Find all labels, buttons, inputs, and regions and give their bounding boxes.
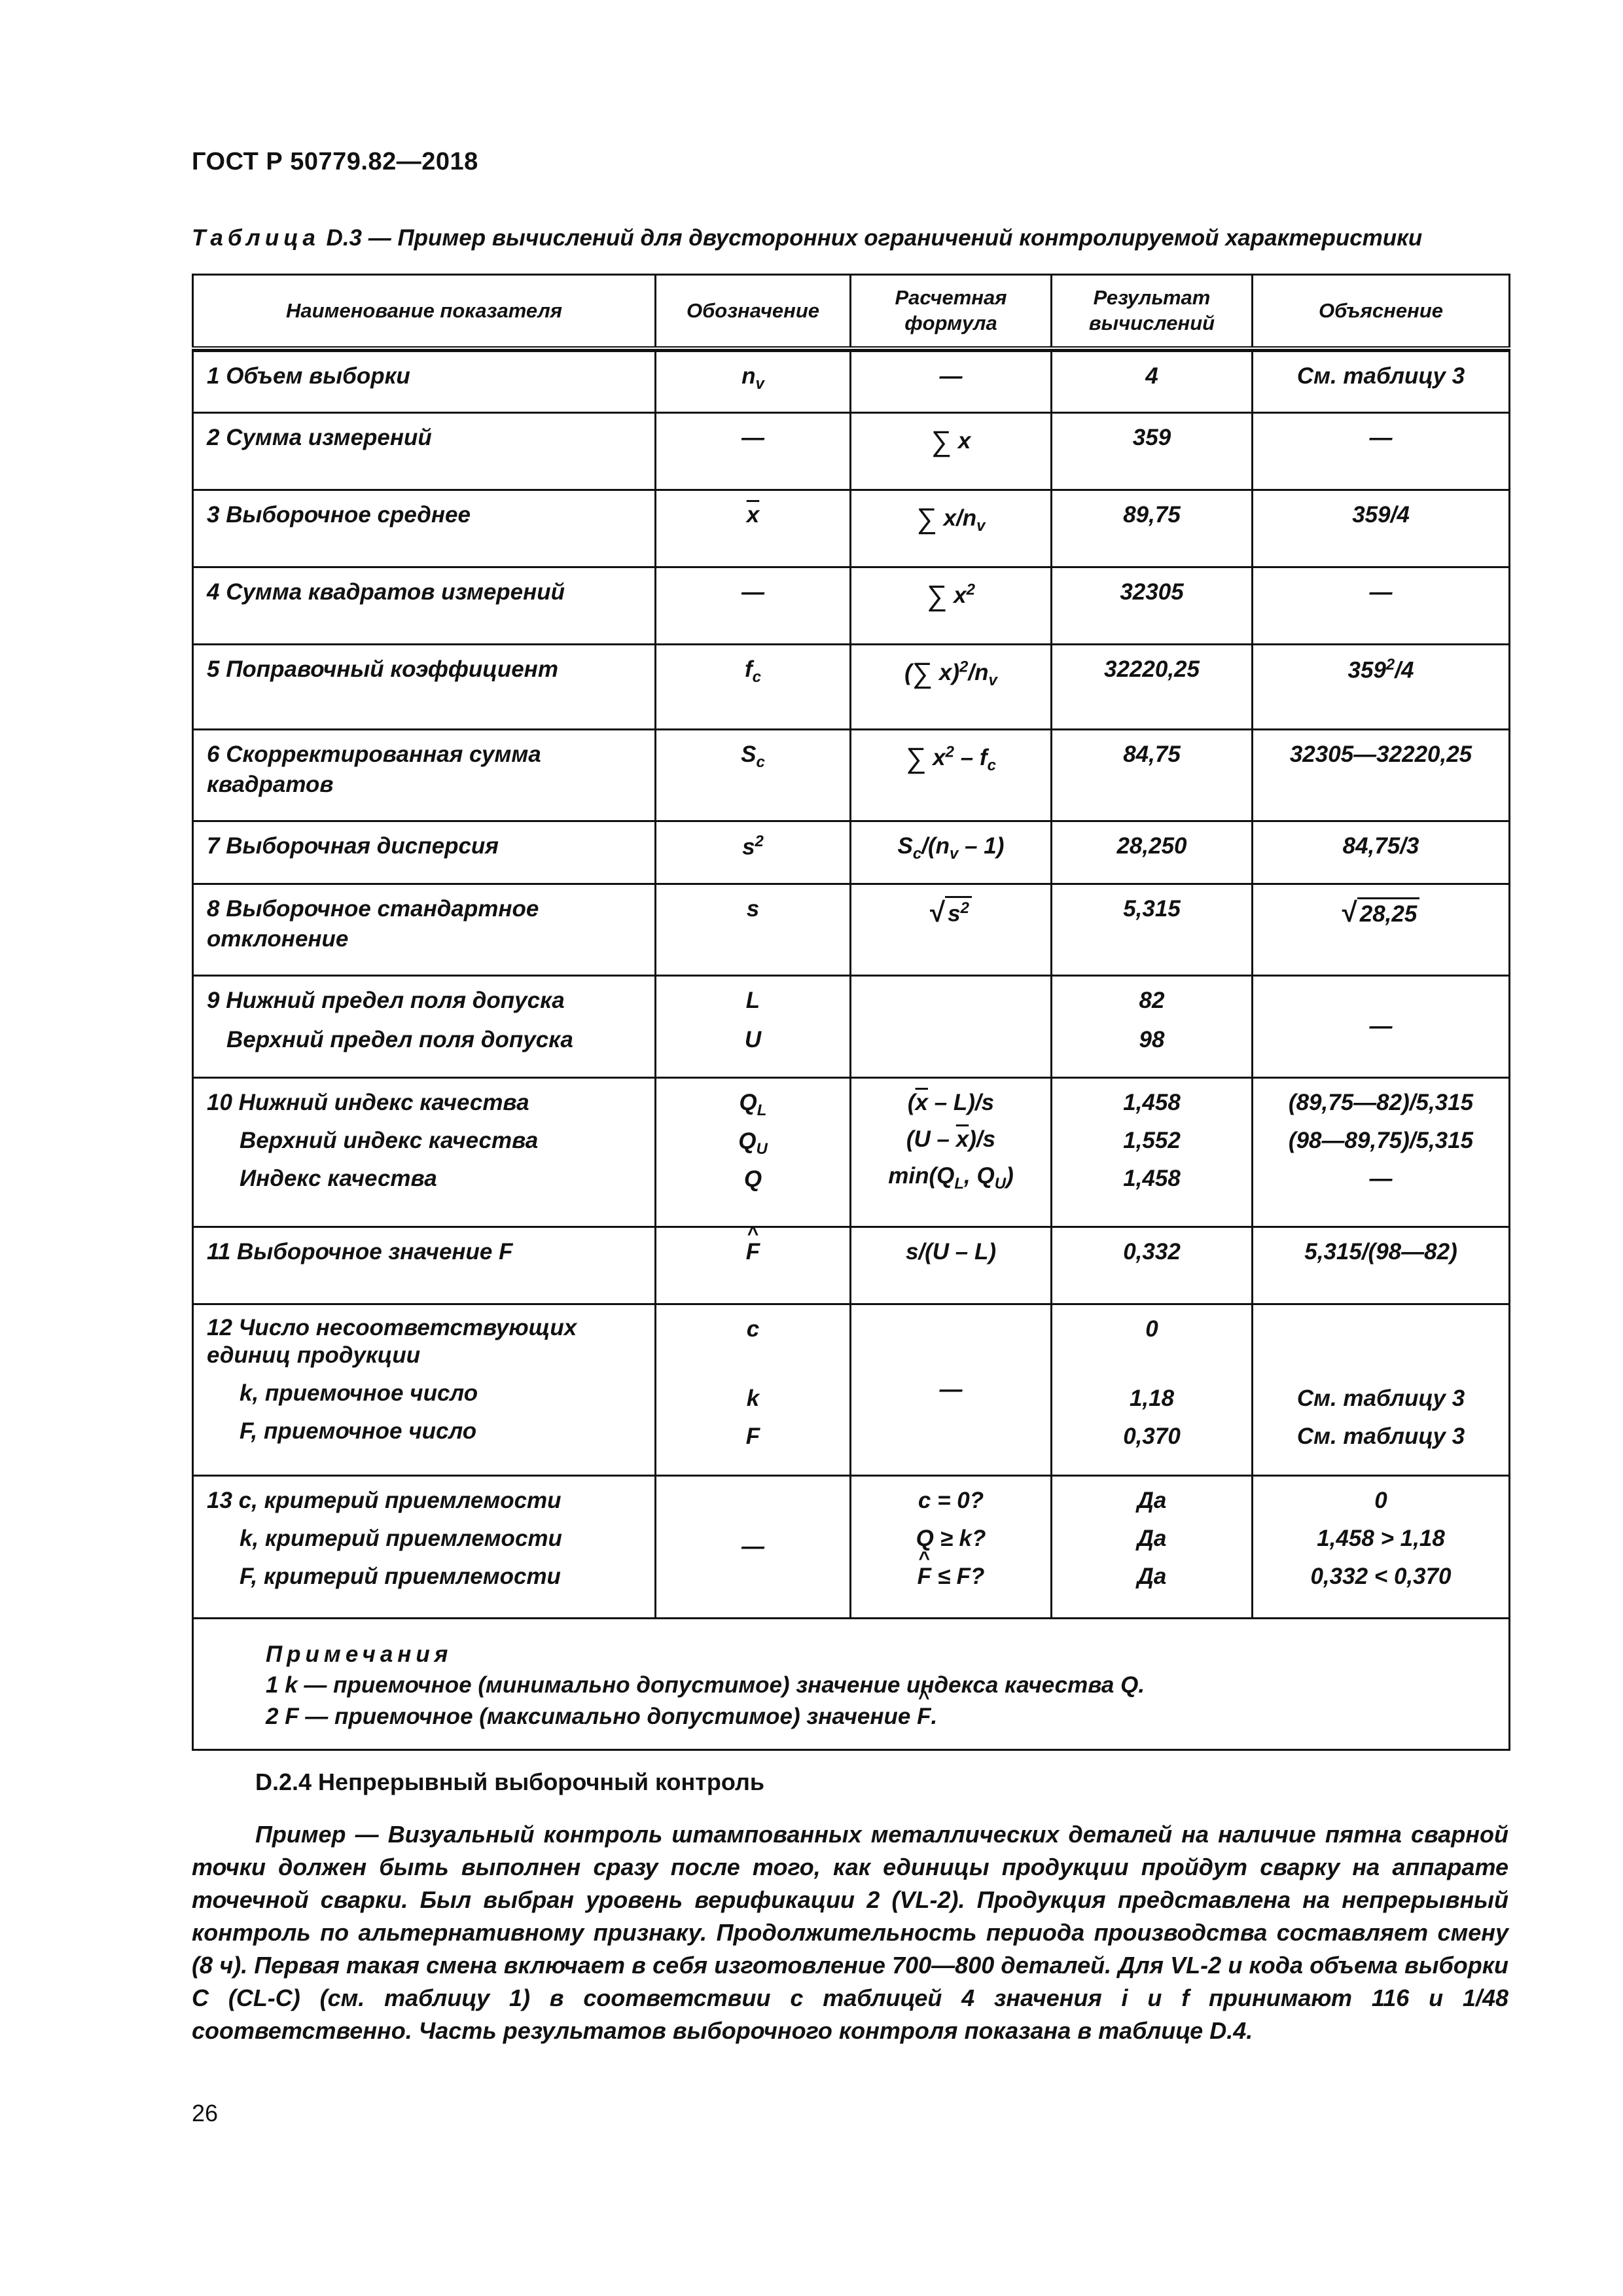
- result-line: 82: [1139, 988, 1165, 1013]
- symbol-base: S: [741, 742, 757, 767]
- result-line: Да: [1137, 1564, 1167, 1590]
- sqrt-icon: √: [1342, 897, 1357, 927]
- table-row: [193, 976, 1510, 1078]
- formula-part: ): [1006, 1163, 1014, 1189]
- symbol-line: F: [745, 1424, 760, 1450]
- table-row: [193, 413, 1510, 490]
- table-notes-row: [193, 1619, 1510, 1750]
- row-formula: [851, 730, 1052, 821]
- row-name-line: F, критерий приемлемости: [240, 1564, 561, 1590]
- formula-part: , Q: [964, 1163, 995, 1189]
- table-row: [193, 730, 1510, 821]
- example-paragraph: Пример — Визуальный контроль штампованных металлических деталей на наличие пятна сварной точки должен быть выполнен сразу после того, как единицы продукции пройдут сварку на аппарате точечной сварки. Был выбран уровень верификации 2 (VL-2). Продукция представлена на непрерывный контроль по альтернативному признаку. Продолжительность периода производства составляет смену (8 ч). Первая такая смена включает в себя изготовление 700—800 деталей. Для VL-2 и кода объема выборки C (CL-C) (см. таблицу 1) в соответствии с таблицей 4 значения i и f принимают 116 и 1/48 соответственно. Часть результатов выборочного контроля показана в таблице D.4.: [192, 1821, 1508, 2045]
- formula-line: [865, 1562, 1037, 1592]
- formula-text: x/n: [943, 505, 977, 531]
- result-line: 1,552: [1123, 1128, 1181, 1154]
- row-name: [193, 976, 656, 1078]
- sum-icon: ∑: [916, 503, 937, 535]
- symbol-base: Q: [739, 1090, 757, 1115]
- formula-part: )/s: [969, 1126, 996, 1153]
- row-result: 89,75: [1052, 490, 1253, 567]
- symbol-line: c: [746, 1316, 760, 1342]
- row-result: 359: [1052, 413, 1253, 490]
- row-result: 84,75: [1052, 730, 1253, 821]
- row-name: 1 Объем выборки: [193, 351, 656, 413]
- row-explanation: 84,75/3: [1253, 821, 1510, 884]
- result-line: 98: [1139, 1027, 1165, 1053]
- formula-line: [865, 1124, 1037, 1155]
- row-name-line: Верхний индекс качества: [240, 1128, 539, 1154]
- note-item: [266, 1701, 1495, 1732]
- table-row: [193, 884, 1510, 976]
- symbol-sub: c: [756, 753, 765, 771]
- row-explanation: 5,315/(98—82): [1253, 1227, 1510, 1304]
- row-explanation: [1253, 1078, 1510, 1227]
- result-line: Да: [1137, 1488, 1167, 1513]
- row-formula: [851, 1476, 1052, 1619]
- row-name: 8 Выборочное стандартное отклонение: [193, 884, 656, 976]
- sqrt-content: [945, 896, 972, 929]
- row-explanation: —: [1253, 413, 1510, 490]
- formula-c: – 1): [958, 833, 1005, 859]
- symbol-base: f: [744, 656, 753, 682]
- explanation-line: 0,332 < 0,370: [1310, 1564, 1452, 1590]
- symbol-line: Q: [743, 1166, 762, 1193]
- formula-text: x): [938, 660, 960, 685]
- formula-sub: v: [988, 672, 997, 689]
- symbol-base: n: [741, 363, 756, 389]
- formula-b-sub: v: [950, 845, 959, 863]
- f-hat-symbol: ^ F: [917, 1701, 931, 1732]
- row-name: 11 Выборочное значение F: [193, 1227, 656, 1304]
- row-name-line: 13 c, критерий приемлемости: [207, 1488, 562, 1513]
- f-hat-symbol: ^ F: [918, 1562, 931, 1592]
- symbol-line: L: [745, 988, 760, 1013]
- symbol-base: Q: [738, 1128, 757, 1154]
- row-symbol: s: [656, 884, 851, 976]
- row-formula: s/(U – L): [851, 1227, 1052, 1304]
- row-result: [1052, 1476, 1253, 1619]
- sum-icon: ∑: [927, 580, 948, 612]
- row-symbol: [656, 976, 851, 1078]
- formula-sub: v: [976, 517, 986, 535]
- row-name: 3 Выборочное среднее: [193, 490, 656, 567]
- formula-line: [865, 1161, 1037, 1194]
- formula-line: Q ≥ k?: [916, 1526, 986, 1552]
- table-row: [193, 821, 1510, 884]
- row-explanation: [1253, 645, 1510, 730]
- row-symbol: —: [656, 413, 851, 490]
- section-heading: D.2.4 Непрерывный выборочный контроль: [255, 1768, 765, 1795]
- formula-sup: 2: [959, 658, 969, 676]
- row-formula: [851, 567, 1052, 645]
- explanation-line: —: [1369, 1166, 1393, 1192]
- row-result: [1052, 1078, 1253, 1227]
- row-name-line: 12 Число несоответствующих единиц продукции: [207, 1315, 577, 1368]
- formula-line: c = 0?: [918, 1488, 984, 1513]
- explanation-line: 0: [1374, 1488, 1387, 1513]
- row-formula: [851, 884, 1052, 976]
- explanation-base: 359: [1347, 657, 1386, 683]
- document-header: ГОСТ Р 50779.82—2018: [192, 148, 478, 175]
- row-symbol: [656, 645, 851, 730]
- formula-tail: – f: [954, 745, 988, 770]
- formula-part: min(Q: [888, 1163, 955, 1189]
- formula-part: – L)/s: [927, 1090, 995, 1115]
- note-text: .: [931, 1703, 938, 1729]
- symbol-base: s: [742, 834, 755, 860]
- symbol-line: [669, 1126, 836, 1160]
- note-text: 2 F — приемочное (максимально допустимое) значение: [266, 1703, 918, 1729]
- explanation-line: См. таблицу 3: [1296, 1386, 1465, 1411]
- notes-title: Примечания: [266, 1641, 453, 1667]
- row-symbol: [656, 1078, 851, 1227]
- table-header-row: [193, 275, 1510, 349]
- table-caption: [192, 225, 1507, 251]
- row-name: 4 Сумма квадратов измерений: [193, 567, 656, 645]
- row-symbol: —: [656, 567, 851, 645]
- row-explanation: 359/4: [1253, 490, 1510, 567]
- header-name: Наименование показателя: [193, 275, 656, 349]
- result-line: 1,18: [1129, 1386, 1175, 1412]
- row-name-line: F, приемочное число: [240, 1418, 477, 1444]
- formula-line: [865, 1088, 1037, 1118]
- formula-text: x: [954, 583, 967, 608]
- row-formula: [851, 413, 1052, 490]
- sum-icon: ∑: [912, 657, 933, 689]
- sqrt-content: 28,25: [1357, 897, 1420, 929]
- caption-text: D.3 — Пример вычислений для двусторонних ограничений контролируемой характеристики: [319, 225, 1423, 251]
- row-formula: [851, 1078, 1052, 1227]
- f-hat-symbol: ^ F: [746, 1237, 760, 1267]
- row-explanation: —: [1253, 567, 1510, 645]
- row-symbol: [656, 821, 851, 884]
- row-name: 7 Выборочная дисперсия: [193, 821, 656, 884]
- formula-text: x: [933, 745, 946, 770]
- result-line: 0,370: [1123, 1424, 1181, 1450]
- header-explanation: Объяснение: [1253, 275, 1510, 349]
- sum-icon: ∑: [906, 742, 927, 774]
- symbol-sub: v: [755, 375, 764, 393]
- row-result: 0,332: [1052, 1227, 1253, 1304]
- explanation-line: [1266, 1314, 1495, 1344]
- row-name: [193, 1304, 656, 1476]
- formula-b: /(n: [921, 833, 950, 859]
- row-symbol: [656, 490, 851, 567]
- row-symbol: [656, 1227, 851, 1304]
- row-result: 32305: [1052, 567, 1253, 645]
- row-formula: —: [851, 1304, 1052, 1476]
- row-name-line: Верхний предел поля допуска: [226, 1027, 573, 1053]
- result-line: 0: [1145, 1316, 1158, 1342]
- row-explanation: [1253, 1304, 1510, 1476]
- formula-sup: 2: [966, 581, 975, 599]
- note-item: 1 k — приемочное (минимально допустимое) значение индекса качества Q.: [266, 1672, 1145, 1698]
- table-row: [193, 567, 1510, 645]
- header-formula: Расчетная формула: [851, 275, 1052, 349]
- symbol-line: k: [746, 1386, 760, 1412]
- formula-part: ≤ F?: [931, 1564, 985, 1590]
- explanation-line: См. таблицу 3: [1296, 1424, 1465, 1450]
- symbol-sub: U: [756, 1139, 768, 1158]
- table-row: [193, 490, 1510, 567]
- formula-a-sub: c: [912, 845, 922, 863]
- row-explanation: [1253, 1476, 1510, 1619]
- table-notes: [193, 1619, 1510, 1750]
- row-result: 28,250: [1052, 821, 1253, 884]
- row-symbol: [656, 1304, 851, 1476]
- formula-part: (: [907, 1090, 916, 1115]
- row-name-line: k, критерий приемлемости: [240, 1526, 562, 1552]
- row-formula: [851, 645, 1052, 730]
- x-bar-symbol: $\overline{x}$: [955, 1126, 969, 1153]
- row-name: [193, 1476, 656, 1619]
- row-name: 5 Поправочный коэффициент: [193, 645, 656, 730]
- row-result: [1052, 1304, 1253, 1476]
- row-name-line: k, приемочное число: [240, 1380, 478, 1406]
- row-formula: [851, 490, 1052, 567]
- sum-icon: ∑: [931, 425, 952, 457]
- symbol-sub: L: [757, 1102, 767, 1119]
- symbol-line: [669, 1088, 836, 1121]
- explanation-line: (89,75—82)/5,315: [1288, 1090, 1474, 1115]
- row-explanation: —: [1253, 976, 1510, 1078]
- table-row: [193, 1078, 1510, 1227]
- symbol-sub: c: [752, 668, 761, 686]
- page-number: 26: [192, 2100, 219, 2126]
- sqrt-icon: √: [930, 897, 946, 927]
- row-explanation: [1253, 884, 1510, 976]
- row-result: [1052, 976, 1253, 1078]
- row-result: 32220,25: [1052, 645, 1253, 730]
- result-line: Да: [1137, 1526, 1167, 1552]
- formula-sub: c: [987, 757, 996, 774]
- explanation-line: (98—89,75)/5,315: [1288, 1128, 1474, 1154]
- explanation-sup: 2: [1385, 656, 1395, 673]
- header-result: Результат вычислений: [1052, 275, 1253, 349]
- row-formula: [851, 976, 1052, 1078]
- row-explanation: См. таблицу 3: [1253, 351, 1510, 413]
- formula-sub: U: [994, 1175, 1007, 1193]
- formula-paren: (: [904, 660, 912, 685]
- formula-div: /n: [968, 660, 989, 685]
- formula-part: (U –: [906, 1126, 956, 1153]
- row-formula: [851, 821, 1052, 884]
- explanation-line: 1,458 > 1,18: [1317, 1526, 1445, 1552]
- result-line: 1,458: [1123, 1090, 1181, 1115]
- root-base: s: [948, 901, 961, 927]
- table-row: [193, 1476, 1510, 1619]
- result-line: 1,458: [1123, 1166, 1181, 1192]
- row-name: 6 Скорректированная сумма квадратов: [193, 730, 656, 821]
- root-sup: 2: [960, 899, 969, 918]
- caption-label: Таблица: [192, 225, 320, 251]
- row-result: 5,315: [1052, 884, 1253, 976]
- x-bar-symbol: $\overline{x}$: [746, 502, 760, 528]
- row-name-line: Индекс качества: [240, 1166, 437, 1192]
- formula-sup: 2: [945, 743, 954, 761]
- table-row: [193, 1227, 1510, 1304]
- header-symbol: Обозначение: [656, 275, 851, 349]
- formula-text: x: [957, 428, 971, 454]
- row-symbol: [656, 730, 851, 821]
- calculation-table: [192, 274, 1510, 1751]
- formula-a: S: [897, 833, 913, 859]
- row-symbol: [656, 351, 851, 413]
- row-formula: —: [851, 351, 1052, 413]
- symbol-sup: 2: [755, 833, 764, 850]
- x-bar-symbol: $\overline{x}$: [915, 1090, 928, 1115]
- row-symbol: —: [656, 1476, 851, 1619]
- explanation-tail: /4: [1395, 657, 1414, 683]
- table-row: [193, 351, 1510, 413]
- row-name: 2 Сумма измерений: [193, 413, 656, 490]
- table-row: [193, 1304, 1510, 1476]
- symbol-line: U: [744, 1027, 762, 1053]
- row-explanation: 32305—32220,25: [1253, 730, 1510, 821]
- row-result: 4: [1052, 351, 1253, 413]
- row-name: [193, 1078, 656, 1227]
- formula-sub: L: [954, 1175, 965, 1193]
- row-name-line: 9 Нижний предел поля допуска: [207, 988, 565, 1013]
- table-row: [193, 645, 1510, 730]
- row-name-line: 10 Нижний индекс качества: [207, 1090, 529, 1115]
